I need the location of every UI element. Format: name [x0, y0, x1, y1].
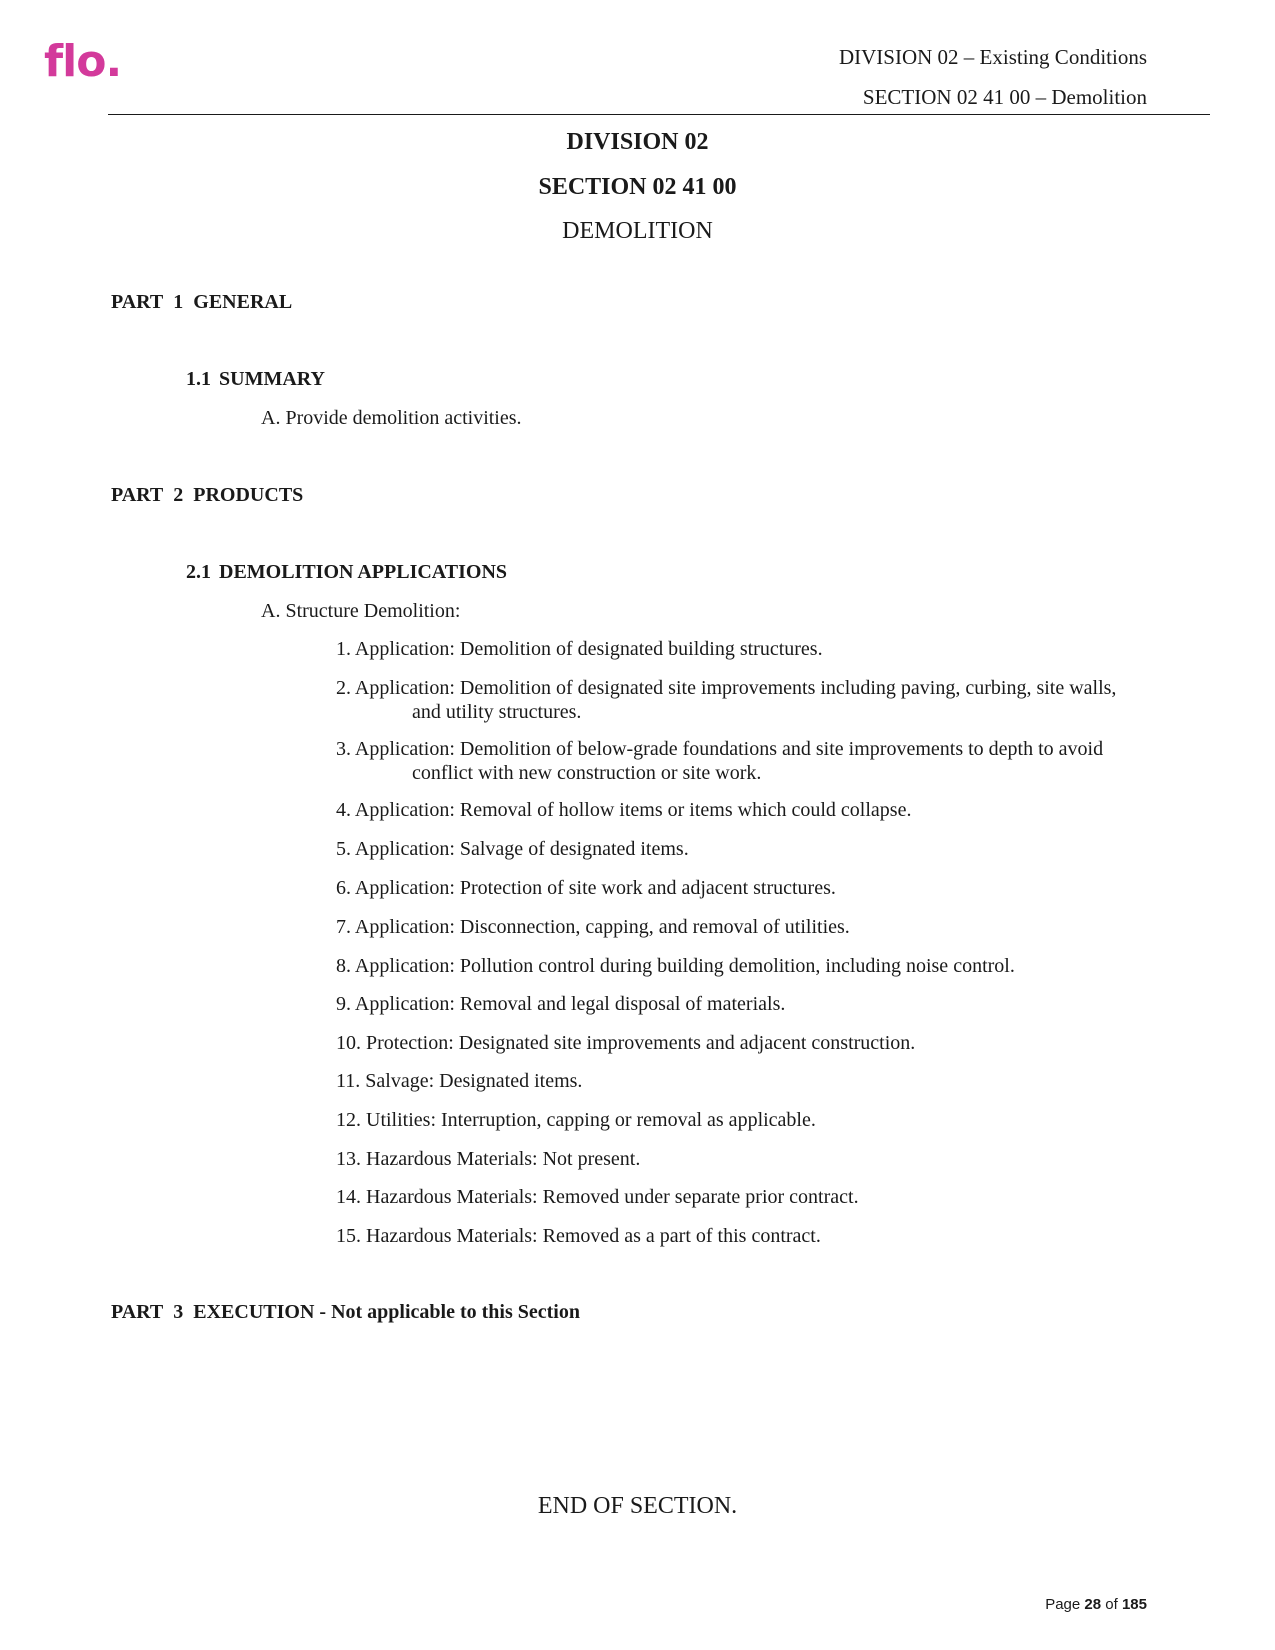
item-text: 9. Application: Removal and legal disposal of materials. [336, 993, 786, 1015]
list-item [336, 954, 1166, 978]
item-text: 11. Salvage: Designated items. [336, 1070, 583, 1092]
part-number: 2 [173, 484, 184, 506]
paragraph-2-1-a: A. Structure Demolition: [261, 600, 461, 622]
part-number: 3 [173, 1301, 184, 1323]
paragraph-1-1-a: A. Provide demolition activities. [261, 407, 522, 429]
list-item [336, 1108, 1166, 1132]
header-division: DIVISION 02 – Existing Conditions [838, 45, 1147, 69]
item-text: 8. Application: Pollution control during building demolition, including noise control. [336, 955, 1015, 977]
part-title: GENERAL [193, 291, 293, 313]
title-division: DIVISION 02 [566, 129, 709, 155]
page-current: 28 [1084, 1596, 1102, 1613]
list-item [336, 1147, 1166, 1171]
subsection-title: SUMMARY [219, 368, 325, 390]
subsection-number: 1.1 [186, 368, 211, 390]
part-title: EXECUTION [193, 1301, 315, 1323]
page-label: Page [1045, 1596, 1081, 1613]
list-item [336, 876, 1166, 900]
list-item [336, 1224, 1166, 1248]
list-item [336, 837, 1166, 861]
item-text: 7. Application: Disconnection, capping, and removal of utilities. [336, 916, 850, 938]
item-text: 4. Application: Removal of hollow items or items which could collapse. [336, 799, 912, 821]
list-item [336, 798, 1166, 822]
page-number [1045, 1596, 1147, 1613]
item-text: 10. Protection: Designated site improvements and adjacent construction. [336, 1032, 916, 1054]
subsection-title: DEMOLITION APPLICATIONS [219, 561, 508, 583]
part-1-heading [111, 290, 292, 314]
part-3-heading [111, 1300, 580, 1324]
list-item [336, 915, 1166, 939]
part-note: - Not applicable to this Section [314, 1301, 580, 1323]
item-continuation: conflict with new construction or site work. [412, 762, 762, 784]
page-total: 185 [1121, 1596, 1147, 1613]
part-label: PART [111, 1301, 164, 1323]
header-section: SECTION 02 41 00 – Demolition [862, 85, 1147, 109]
list-item [336, 737, 1166, 785]
list-item [336, 1069, 1166, 1093]
item-text: 5. Application: Salvage of designated items. [336, 838, 689, 860]
flo-logo: flo. [44, 36, 122, 87]
end-of-section: END OF SECTION. [537, 1493, 738, 1519]
subsection-1-1 [186, 367, 325, 391]
item-text: 2. Application: Demolition of designated site improvements including paving, curbing, site walls, [336, 677, 1117, 699]
item-text: 13. Hazardous Materials: Not present. [336, 1148, 641, 1170]
item-continuation: and utility structures. [412, 701, 582, 723]
item-text: 14. Hazardous Materials: Removed under separate prior contract. [336, 1186, 859, 1208]
item-text: 12. Utilities: Interruption, capping or removal as applicable. [336, 1109, 816, 1131]
part-label: PART [111, 291, 164, 313]
list-item [336, 676, 1166, 724]
list-item [336, 1185, 1166, 1209]
subsection-number: 2.1 [186, 561, 211, 583]
header-rule [108, 114, 1210, 115]
title-section: SECTION 02 41 00 [538, 174, 737, 200]
page-of-label: of [1105, 1596, 1118, 1613]
item-text: 15. Hazardous Materials: Removed as a part of this contract. [336, 1225, 821, 1247]
subsection-2-1 [186, 560, 507, 584]
item-text: 1. Application: Demolition of designated building structures. [336, 638, 823, 660]
list-item [336, 992, 1166, 1016]
part-number: 1 [173, 291, 184, 313]
part-label: PART [111, 484, 164, 506]
part-title: PRODUCTS [193, 484, 304, 506]
part-2-heading [111, 483, 303, 507]
list-item [336, 1031, 1166, 1055]
title-name: DEMOLITION [562, 218, 713, 244]
item-text: 6. Application: Protection of site work and adjacent structures. [336, 877, 836, 899]
item-text: 3. Application: Demolition of below-grade foundations and site improvements to depth to avoid [336, 738, 1104, 760]
list-item [336, 637, 1166, 661]
